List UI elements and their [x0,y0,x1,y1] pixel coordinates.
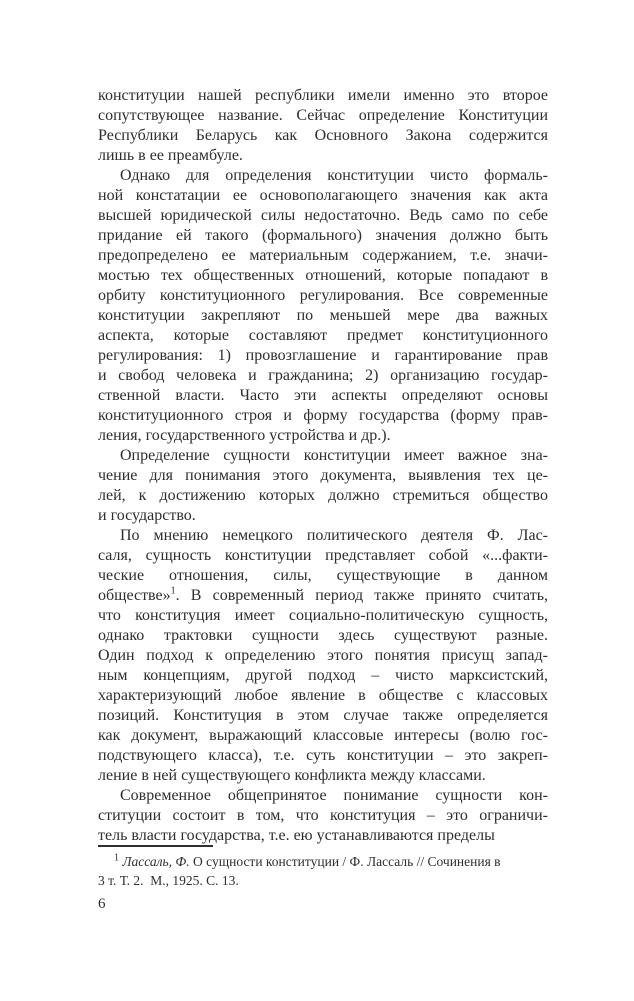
text-line: высшей юридической силы недостаточно. Ведь само по себе [98,207,548,224]
text-line: придание ей такого (формального) значения должно быть [98,227,548,244]
text-line: ческие отношения, силы, существующие в данном [98,567,548,584]
text-line: подствующего класса), т.е. суть конституции – это закреп- [98,747,548,764]
text-line: ституции состоит в том, что конституция – это ограничи- [98,807,548,824]
text-line: обществе»$^1$. В современный период также принято считать, [98,585,548,604]
text-line: По мнению немецкого политического деятеля Ф. Лас- [120,527,548,544]
text-line: аспекта, которые составляют предмет конституционного [98,327,548,344]
text-line: что конституция имеет социально-политическую сущность, [98,607,548,624]
text-line: конституции нашей республики имели именно это второе [98,87,548,104]
footnote-citation: О сущности конституции / Ф. Лассаль // Сочинения в [189,854,501,869]
text-line: Республики Беларусь как Основного Закона содержится [98,127,548,144]
footnote-reference: 1 [170,585,176,597]
text-line: чение для понимания этого документа, выявления тех це- [98,467,548,484]
text-line: позиций. Конституция в этом случае также определяется [98,707,548,724]
text-line: ления, государственного устройства и др.). [98,427,391,444]
text-line: Однако для определения конституции чисто формаль- [120,167,548,184]
body-text [98,86,548,846]
page-number: 6 [98,896,106,912]
text-line: лишь в ее преамбуле. [98,147,243,164]
text-line: ственной власти. Часто эти аспекты определяют основы [98,387,548,404]
text-line: Один подход к определению этого понятия присущ запад- [98,647,548,664]
text-line: орбиту конституционного регулирования. Все современные [98,287,548,304]
text-line: мостью тех общественных отношений, которые попадают в [98,267,548,284]
text-line: Определение сущности конституции имеет важное зна- [120,447,548,464]
footnote [98,845,548,890]
text-line: конституции закрепляют по меньшей мере два важных [98,307,548,324]
text-line: конституционного строя и форму государства (форму прав- [98,407,548,424]
text-line: однако трактовки сущности здесь существуют разные. [98,627,548,644]
text-line: ление в ней существующего конфликта между классами. [98,767,486,784]
footnote-separator [98,845,213,847]
text-line: регулирования: 1) провозглашение и гарантирование прав [98,347,548,364]
text-line: саля, сущность конституции представляет собой «...факти- [98,547,548,564]
text-line: как документ, выражающий классовые интересы (волю гос- [98,727,548,744]
text-line: лей, к достижению которых должно стремиться общество [98,487,548,504]
text-line: характеризующий любое явление в обществе с классовых [98,687,548,704]
footnote-marker: 1 [114,852,119,864]
footnote-author: Лассаль, Ф. [122,854,190,869]
text-line: и свобод человека и гражданина; 2) организацию государ- [98,367,548,384]
text-line: ным концепциям, другой подход – чисто марксистский, [98,667,548,684]
text-line: тель власти государства, т.е. ею устанавливаются пределы [98,827,495,844]
footnote-line [98,853,548,872]
text-line: предопределено ее материальным содержанием, т.е. значи- [98,247,548,264]
text-line: Современное общепринятое понимание сущности кон- [120,787,548,804]
footnote-line: 3 т. Т. 2. М., 1925. С. 13. [98,872,239,888]
text-line: сопутствующее название. Сейчас определение Конституции [98,107,548,124]
text-line: ной констатации ее основополагающего значения как акта [98,187,548,204]
text-line: и государство. [98,507,196,524]
